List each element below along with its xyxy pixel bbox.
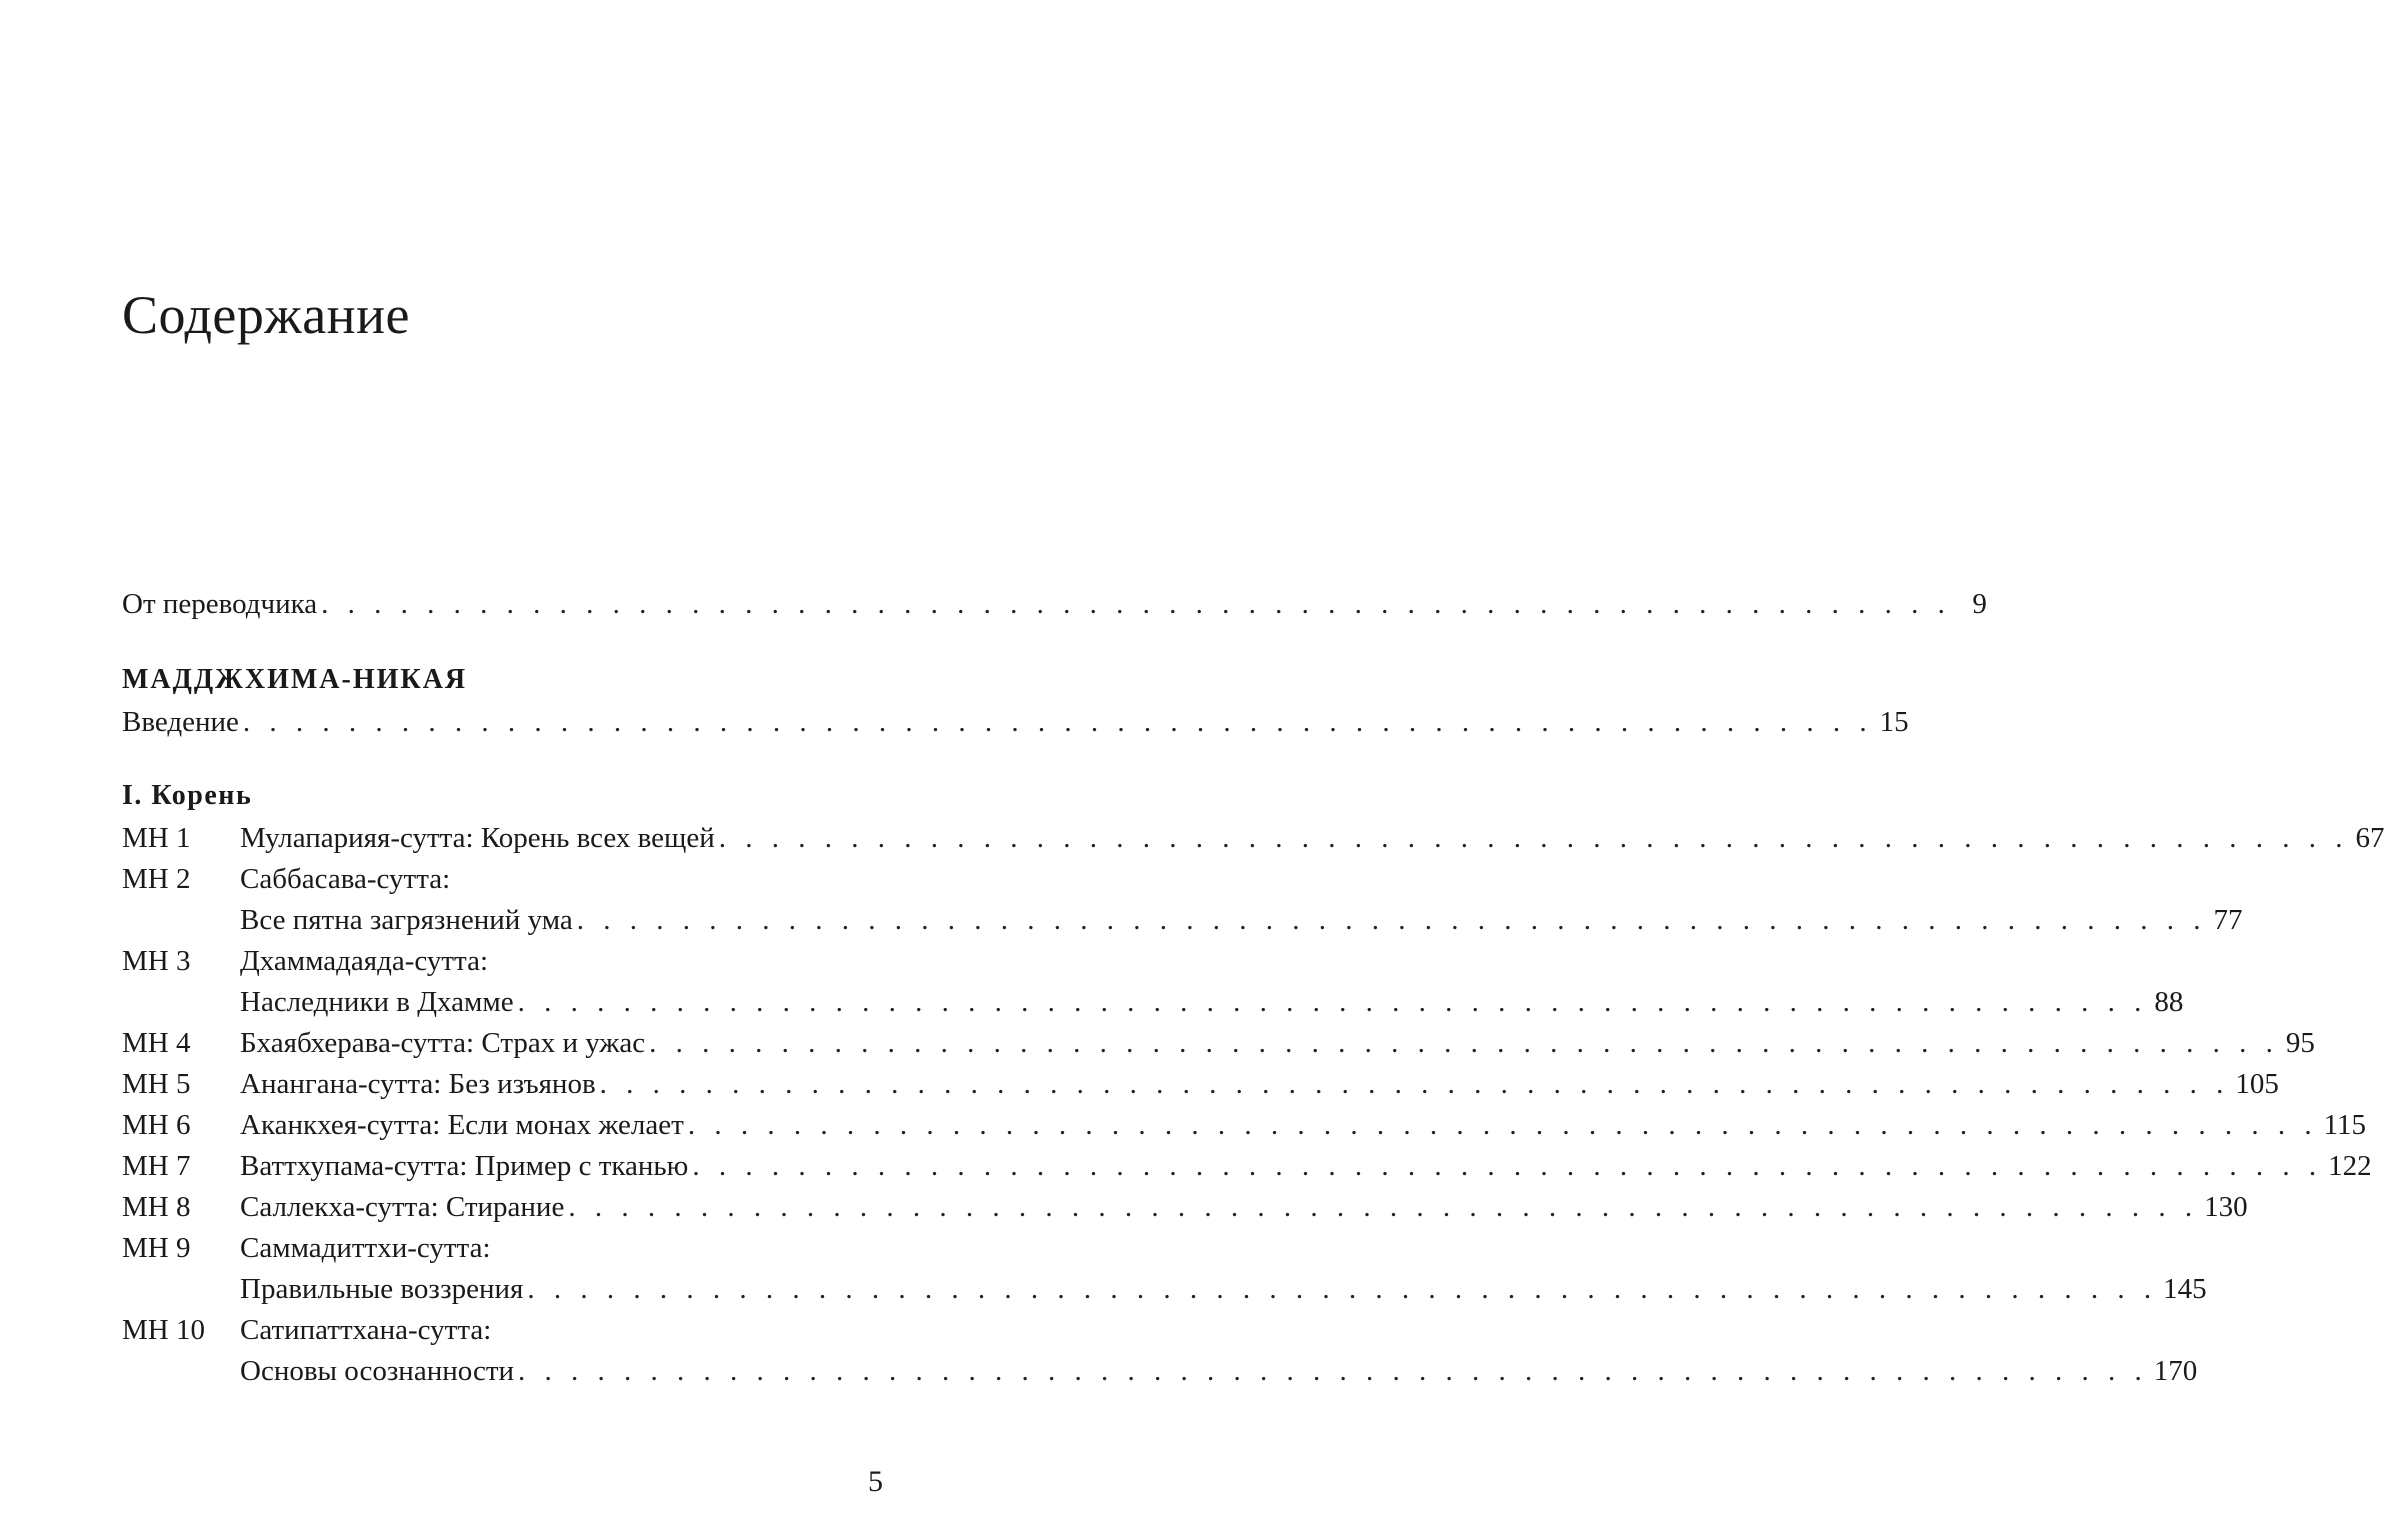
- toc-entry-subtitle: Основы осознанности: [240, 1355, 515, 1387]
- sutta-code: МН 5: [122, 1068, 191, 1100]
- toc-entry-mn3[interactable]: [122, 941, 890, 981]
- toc-entry-mn10[interactable]: [122, 1310, 890, 1350]
- toc-entry-mn7[interactable]: [122, 1146, 2372, 1186]
- toc-entry-title: Саллекха-сутта: Стирание: [240, 1191, 565, 1223]
- dot-leader: . . . . . . . . . . . . . . . . . . . . . . . . . . . . . . . . . . . . . . . . . . . . . . . . . . . . . . . . . . . . . .: [321, 588, 1951, 620]
- dot-leader: . . . . . . . . . . . . . . . . . . . . . . . . . . . . . . . . . . . . . . . . . . . . . . . . . . . . . . . . . . . . . .: [649, 1027, 2279, 1059]
- sutta-code: МН 7: [122, 1150, 191, 1182]
- toc-entry-page: 88: [2154, 986, 2184, 1018]
- sutta-code: МН 9: [122, 1232, 191, 1264]
- toc-entry-mn10-subtitle[interactable]: [122, 1351, 2198, 1391]
- toc-entry-mn5[interactable]: [122, 1064, 2279, 1104]
- toc-entry-subtitle: Правильные воззрения: [240, 1273, 524, 1305]
- toc-entry-page: 77: [2213, 904, 2243, 936]
- toc-entry-mn3-subtitle[interactable]: [122, 982, 2184, 1022]
- dot-leader: . . . . . . . . . . . . . . . . . . . . . . . . . . . . . . . . . . . . . . . . . . . . . . . . . . . . . . . . . . . . . .: [527, 1273, 2158, 1305]
- section-heading: МАДДЖХИМА-НИКАЯ: [122, 664, 468, 695]
- toc-entry-page: 105: [2235, 1068, 2279, 1100]
- toc-entry-page: 145: [2163, 1273, 2207, 1305]
- toc-entry-title: Сатипаттхана-сутта:: [240, 1314, 492, 1346]
- toc-entry-title: От переводчика: [122, 588, 318, 620]
- toc-entry-title: Саббасава-сутта:: [240, 863, 451, 895]
- toc-entry-page: 122: [2328, 1150, 2372, 1182]
- chapter-heading: I. Корень: [122, 780, 253, 811]
- dot-leader: . . . . . . . . . . . . . . . . . . . . . . . . . . . . . . . . . . . . . . . . . . . . . . . . . . . . . . . . . . . . . .: [687, 1109, 2318, 1141]
- toc-entry-page: 95: [2285, 1027, 2315, 1059]
- sutta-code: МН 10: [122, 1314, 205, 1346]
- toc-entry-introduction[interactable]: [122, 702, 1909, 742]
- toc-entry-page: 9: [1972, 588, 1987, 620]
- dot-leader: . . . . . . . . . . . . . . . . . . . . . . . . . . . . . . . . . . . . . . . . . . . . . . . . . . . . . . . . . . . . . .: [718, 822, 2349, 854]
- toc-entry-title: Мулапарияя-сутта: Корень всех вещей: [240, 822, 715, 854]
- dot-leader: . . . . . . . . . . . . . . . . . . . . . . . . . . . . . . . . . . . . . . . . . . . . . . . . . . . . . . . . . . . . . .: [599, 1068, 2230, 1100]
- toc-entry-subtitle: Все пятна загрязнений ума: [240, 904, 573, 936]
- toc-entry-mn9[interactable]: [122, 1228, 890, 1268]
- toc-entry-mn4[interactable]: [122, 1023, 2315, 1063]
- dot-leader: . . . . . . . . . . . . . . . . . . . . . . . . . . . . . . . . . . . . . . . . . . . . . . . . . . . . . . . . . . . . . .: [692, 1150, 2323, 1182]
- dot-leader: . . . . . . . . . . . . . . . . . . . . . . . . . . . . . . . . . . . . . . . . . . . . . . . . . . . . . . . . . . . . . .: [518, 1355, 2148, 1387]
- toc-entry-page: 170: [2153, 1355, 2198, 1387]
- sutta-code: МН 8: [122, 1191, 191, 1223]
- sutta-code: МН 3: [122, 945, 191, 977]
- toc-entry-title: Саммадиттхи-сутта:: [240, 1232, 491, 1264]
- sutta-code: МН 4: [122, 1027, 191, 1059]
- toc-entry-page: 67: [2355, 822, 2384, 854]
- toc-entry-title: Дхаммадаяда-сутта:: [240, 945, 489, 977]
- page-number: 5: [868, 1465, 883, 1498]
- toc-entry-title: Введение: [122, 706, 239, 738]
- dot-leader: . . . . . . . . . . . . . . . . . . . . . . . . . . . . . . . . . . . . . . . . . . . . . . . . . . . . . . . . . . . . . .: [568, 1191, 2199, 1223]
- page-title: Содержание: [122, 285, 410, 345]
- toc-entry-title: Бхаябхерава-сутта: Страх и ужас: [240, 1027, 646, 1059]
- dot-leader: . . . . . . . . . . . . . . . . . . . . . . . . . . . . . . . . . . . . . . . . . . . . . . . . . . . . . . . . . . . . . .: [576, 904, 2207, 936]
- toc-entry-title: Анангана-сутта: Без изъянов: [240, 1068, 596, 1100]
- sutta-code: МН 6: [122, 1109, 191, 1141]
- toc-entry-page: 15: [1879, 706, 1909, 738]
- dot-leader: . . . . . . . . . . . . . . . . . . . . . . . . . . . . . . . . . . . . . . . . . . . . . . . . . . . . . . . . . . . . . .: [242, 706, 1873, 738]
- sutta-code: МН 1: [122, 822, 191, 854]
- toc-entry-mn2-subtitle[interactable]: [122, 900, 2243, 940]
- toc-entry-mn2[interactable]: [122, 859, 890, 899]
- toc-entry-mn6[interactable]: [122, 1105, 2367, 1145]
- toc-entry-page: 115: [2323, 1109, 2367, 1141]
- toc-entry-translator-note[interactable]: [122, 584, 1987, 624]
- toc-entry-mn1[interactable]: [122, 818, 2384, 858]
- dot-leader: . . . . . . . . . . . . . . . . . . . . . . . . . . . . . . . . . . . . . . . . . . . . . . . . . . . . . . . . . . . . . .: [517, 986, 2148, 1018]
- toc-entry-page: 130: [2204, 1191, 2248, 1223]
- sutta-code: МН 2: [122, 863, 191, 895]
- toc-entry-subtitle: Наследники в Дхамме: [240, 986, 514, 1018]
- toc-entry-mn9-subtitle[interactable]: [122, 1269, 2207, 1309]
- toc-entry-title: Аканкхея-сутта: Если монах желает: [240, 1109, 684, 1141]
- toc-entry-mn8[interactable]: [122, 1187, 2248, 1227]
- toc-entry-title: Ваттхупама-сутта: Пример с тканью: [240, 1150, 689, 1182]
